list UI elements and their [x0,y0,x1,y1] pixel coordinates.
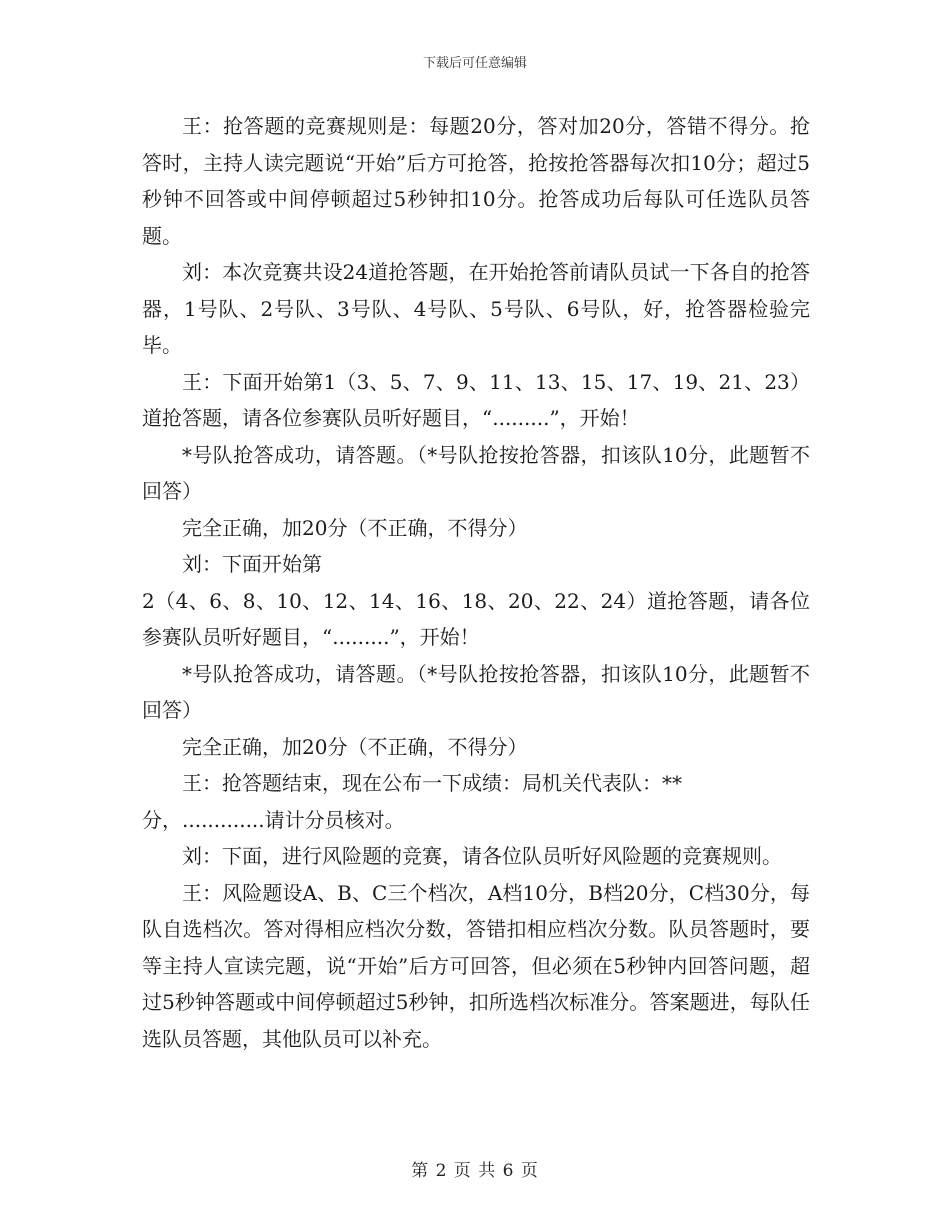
paragraph: 王：下面开始第1（3、5、7、9、11、13、15、17、19、21、23）道抢答题，请各位参赛队员听好题目，“.........”，开始！ [142,369,810,430]
page-header: 下载后可任意编辑 [422,56,527,71]
paragraph: 王：风险题设A、B、C三个档次，A档10分，B档20分，C档30分，每队自选档次。答对得相应档次分数，答错扣相应档次分数。队员答题时，要等主持人宣读完题，说“开始”后方可回答，但必须在5秒钟内回答问题，超过5秒钟答题或中间停顿超过5秒钟，扣所选档次标准分。答案题进，每队任选队员答题，其他队员可以补充。 [142,880,810,1051]
paragraph: 完全正确，加20分（不正确，不得分） [182,734,528,759]
paragraph: 刘：本次竞赛共设24道抢答题，在开始抢答前请队员试一下各自的抢答器，1号队、2号队、3号队、4号队、5号队、6号队，好，抢答器检验完毕。 [142,260,810,357]
paragraph: 2（4、6、8、10、12、14、16、18、20、22、24）道抢答题，请各位参赛队员听好题目，“.........”，开始！ [142,588,810,649]
paragraph: 分，.............请计分员核对。 [142,807,405,832]
page-number-footer: 第 2 页 共 6 页 [411,1161,539,1181]
paragraph: *号队抢答成功，请答题。（*号队抢按抢答器，扣该队10分，此题暂不回答） [142,661,810,722]
paragraph: 刘：下面开始第 [182,552,322,576]
paragraph: 刘：下面，进行风险题的竞赛，请各位队员听好风险题的竞赛规则。 [182,844,782,868]
paragraph: 王：抢答题结束，现在公布一下成绩：局机关代表队：** [182,771,682,795]
paragraph: 王：抢答题的竞赛规则是：每题20分，答对加20分，答错不得分。抢答时，主持人读完题说“开始”后方可抢答，抢按抢答器每次扣10分；超过5秒钟不回答或中间停顿超过5秒钟扣10分。抢答成功后每队可任选队员答题。 [142,114,810,248]
paragraph: 完全正确，加20分（不正确，不得分） [182,515,528,540]
document-body [142,108,810,1057]
paragraph: *号队抢答成功，请答题。（*号队抢按抢答器，扣该队10分，此题暂不回答） [142,442,810,503]
